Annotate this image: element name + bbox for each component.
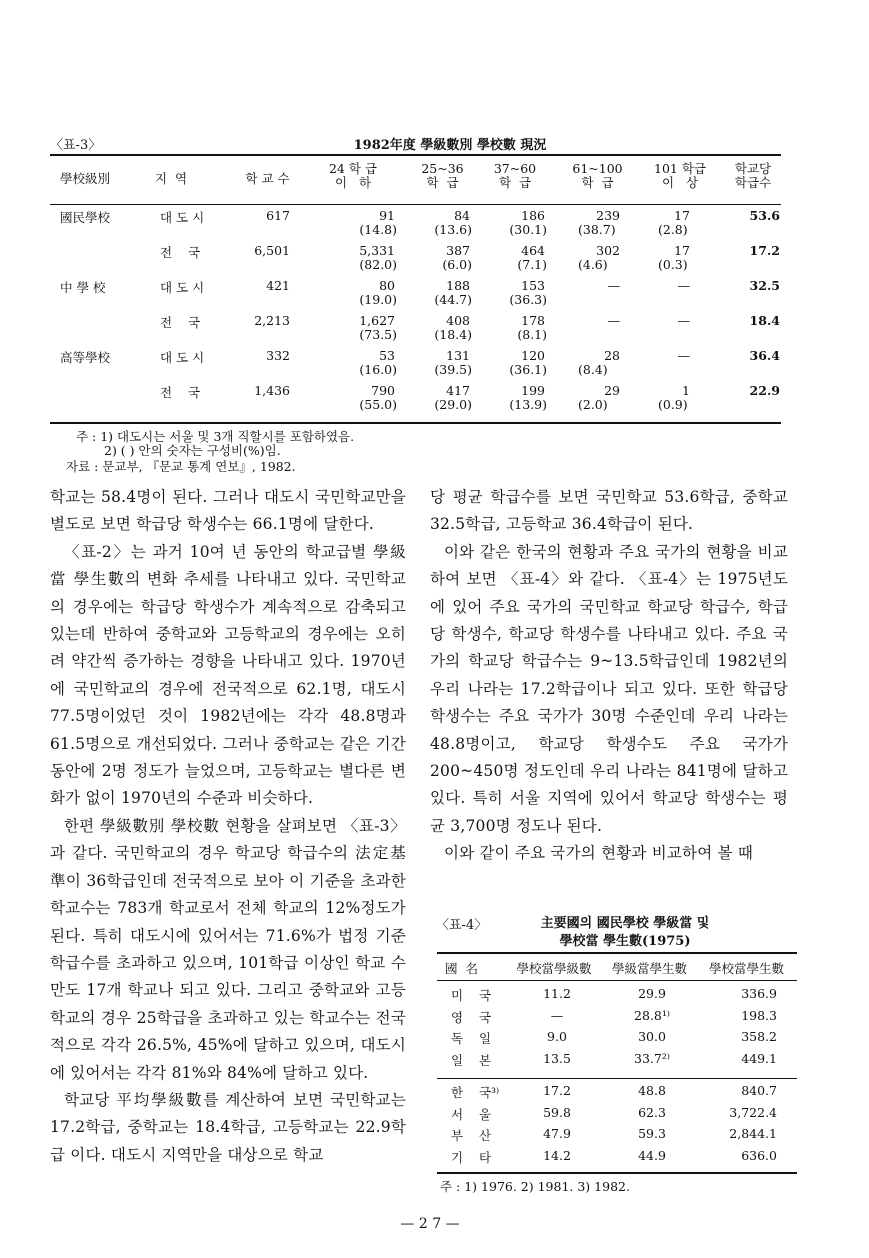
table-4-country: 영 국 xyxy=(451,1009,492,1025)
table-3-count: 28 xyxy=(604,348,620,363)
table-4-country: 미 국 xyxy=(451,988,492,1003)
table-4-students-per-school: 449.1 xyxy=(741,1050,777,1066)
table-3-count: 5,331 xyxy=(359,243,395,258)
table-3-avg-classes: 17.2 xyxy=(749,243,780,258)
table-4-students-per-school: 2,844.1 xyxy=(729,1126,777,1141)
table-3-note-2: 2) ( ) 안의 숫자는 구성비(%)임. xyxy=(104,443,281,458)
table-3-region: 대 도 시 xyxy=(160,280,205,295)
table-4-students-per-class: 33.7²⁾ xyxy=(634,1050,670,1066)
table-4-top-rule xyxy=(437,952,797,954)
table-3-percent: (13.9) xyxy=(509,397,547,412)
table-4-note: 주 : 1) 1976. 2) 1981. 3) 1982. xyxy=(440,1179,630,1194)
table-3-count: 29 xyxy=(604,383,620,398)
table-3-region: 전 국 xyxy=(160,245,201,260)
table-3-region: 전 국 xyxy=(160,385,201,400)
table-3-header-cell: 학교당 학급수 xyxy=(734,161,772,190)
table-3-count: 464 xyxy=(521,243,545,258)
table-3-header-cell: 101 학급 이 상 xyxy=(654,161,706,190)
table-3-school-level: 高等學校 xyxy=(60,350,111,365)
table-3-percent: (36.1) xyxy=(509,362,547,377)
table-3-percent: (0.3) xyxy=(658,257,688,272)
table-3-header-cell: 지 역 xyxy=(155,171,188,186)
table-3-count: 17 xyxy=(674,243,690,258)
table-4-classes-per-school: 14.2 xyxy=(543,1147,571,1163)
table-3-header-cell: 학 교 수 xyxy=(245,171,290,186)
paragraph: 이와 같은 한국의 현황과 주요 국가의 현황을 비교하여 보면 〈표-4〉와 같다. 〈표-4〉는 1975년도에 있어 주요 국가의 국민학교 학교당 학급수, 학급당 학생수, 학교당 학생수를 나타내고 있다. 주요 국가의 학교당 학급수는 9~13.5학급인데 1982년의 우리 나라는 17.2학급이나 되고 있다. 또한 학급당 학생수는 주요 국가가 30명 수준인데 우리 나라는 48.8명이고, 학교당 학생수도 주요 국가가 200~450명 정도인데 우리 나라는 841명에 달하고 있다. 특히 서울 지역에 있어서 학교당 학생수는 평균 3,700명 정도나 된다. xyxy=(430,542,788,835)
table-3-count: 131 xyxy=(446,348,470,363)
table-3-avg-classes: 53.6 xyxy=(749,208,780,223)
table-4-students-per-school: 358.2 xyxy=(741,1029,777,1044)
table-3-percent: (29.0) xyxy=(434,397,472,412)
table-3-count: 91 xyxy=(379,208,395,223)
table-3-school-count: 617 xyxy=(266,208,290,223)
table-3-count: 188 xyxy=(446,278,470,293)
table-4-classes-per-school: — xyxy=(550,1007,564,1023)
table-4-students-per-class: 28.8¹⁾ xyxy=(634,1007,670,1023)
table-4-students-per-class: 29.9 xyxy=(638,986,666,1001)
table-4-header-cell: 學校當學級數 xyxy=(516,961,592,976)
table-3-avg-classes: 36.4 xyxy=(749,348,780,363)
table-3-region: 대 도 시 xyxy=(160,350,205,365)
table-3-count: 408 xyxy=(446,313,470,328)
table-3-count: — xyxy=(607,313,620,328)
table-3-percent: (82.0) xyxy=(359,257,397,272)
table-3-count: 17 xyxy=(674,208,690,223)
table-3-count: — xyxy=(677,278,690,293)
table-4-korea-rows xyxy=(437,1083,797,1173)
table-4-header-cell: 學校當學生數 xyxy=(708,961,784,976)
table-3-percent: (19.0) xyxy=(359,292,397,307)
table-3-percent: (16.0) xyxy=(359,362,397,377)
table-3-percent: (8.4) xyxy=(578,362,608,377)
table-3-percent: (6.0) xyxy=(442,257,472,272)
table-3-avg-classes: 18.4 xyxy=(749,313,780,328)
table-3-header-cell: 學校級別 xyxy=(60,171,111,186)
table-3-percent: (8.1) xyxy=(517,327,547,342)
table-3-percent: (36.3) xyxy=(509,292,547,307)
table-3-count: 186 xyxy=(521,208,545,223)
table-3-header-cell: 24 학 급 이 하 xyxy=(328,161,377,190)
table-3-percent: (44.7) xyxy=(434,292,472,307)
table-4-students-per-class: 44.9 xyxy=(638,1147,666,1163)
table-3-percent: (0.9) xyxy=(658,397,688,412)
table-4-header-rule xyxy=(437,980,797,981)
table-3-count: 417 xyxy=(446,383,470,398)
table-3-percent: (2.8) xyxy=(658,222,688,237)
table-3-top-rule xyxy=(50,154,781,156)
paragraph: 이와 같이 주요 국가의 현황과 비교하여 볼 때 xyxy=(444,844,754,863)
table-4-title-line-1: 主要國의 國民學校 學級當 및 xyxy=(540,916,710,931)
table-4-classes-per-school: 11.2 xyxy=(543,986,571,1001)
table-3-percent: (39.5) xyxy=(434,362,472,377)
table-4-students-per-class: 59.3 xyxy=(638,1126,666,1141)
table-3-percent: (13.6) xyxy=(434,222,472,237)
table-3-count: 178 xyxy=(521,313,545,328)
table-4-header-cell: 學級當學生數 xyxy=(611,961,687,976)
table-4-classes-per-school: 59.8 xyxy=(543,1104,571,1120)
table-4-country: 기 타 xyxy=(451,1149,492,1165)
table-3-header-cell: 61~100 학 급 xyxy=(572,161,623,190)
paragraph: 학교는 58.4명이 된다. 그러나 대도시 국민학교만을 별도로 보면 학급당 학생수는 66.1명에 달한다. xyxy=(50,488,406,534)
table-4-students-per-class: 62.3 xyxy=(638,1104,666,1120)
table-3-count: — xyxy=(677,348,690,363)
table-3-header-cell: 37~60 학 급 xyxy=(493,161,537,190)
table-3-count: 387 xyxy=(446,243,470,258)
table-3-percent: (30.1) xyxy=(509,222,547,237)
table-3-count: 302 xyxy=(596,243,620,258)
table-3-count: 1 xyxy=(682,383,690,398)
table-4-students-per-school: 198.3 xyxy=(741,1007,777,1023)
table-3-school-count: 6,501 xyxy=(254,243,290,258)
table-3-count: 84 xyxy=(454,208,470,223)
table-4-foreign-rows xyxy=(437,986,797,1076)
table-3-count: 790 xyxy=(371,383,395,398)
table-4-students-per-school: 3,722.4 xyxy=(729,1104,777,1120)
table-3-source: 자료 : 문교부, 『문교 통계 연보』, 1982. xyxy=(66,459,296,474)
paragraph: 〈표-2〉는 과거 10여 년 동안의 학교급별 學級當 學生數의 변화 추세를 나타내고 있다. 국민학교의 경우에는 학급당 학생수가 계속적으로 감축되고 있는데 반하여 중학교와 고등학교의 경우에는 오히려 약간씩 증가하는 경향을 나타내고 있다. 1970년에 국민학교의 경우에 전국적으로 62.1명, 대도시 77.5명이었던 것이 1982년에는 각각 48.8명과 61.5명으로 개선되었다. 그러나 중학교는 같은 기간 동안에 2명 정도가 늘었으며, 고등학교는 별다른 변화가 없이 1970년의 수준과 비슷하다. xyxy=(50,542,406,808)
table-3-count: — xyxy=(677,313,690,328)
right-column xyxy=(430,484,788,868)
table-3-region: 전 국 xyxy=(160,315,201,330)
table-3-body xyxy=(50,208,781,418)
table-3-avg-classes: 32.5 xyxy=(749,278,780,293)
table-3-school-count: 2,213 xyxy=(254,313,290,328)
paragraph: 한편 學級數別 學校數 현황을 살펴보면 〈표-3〉과 같다. 국민학교의 경우 학교당 학급수의 法定基準이 36학급인데 전국적으로 보아 이 기준을 초과한 학교수는 783개 학교로서 전체 학교의 12%정도가 된다. 특히 대도시에 있어서는 71.6%가 법정 기준 학급수를 초과하고 있으며, 101학급 이상인 학교 수만도 17개 학교나 되고 있다. 그리고 중학교와 고등학교의 경우 25학급을 초과하고 있는 학교수는 전국적으로 각각 26.5%, 45%에 달하고 있으며, 대도시에 있어서는 각각 81%와 84%에 달하고 있다. xyxy=(50,816,406,1082)
table-3-count: 153 xyxy=(521,278,545,293)
table-3-header-cell: 25~36 학 급 xyxy=(421,161,464,190)
table-3-percent: (38.7) xyxy=(578,222,616,237)
table-3-school-count: 1,436 xyxy=(254,383,290,398)
table-4-mid-rule xyxy=(437,1078,797,1079)
table-3-percent: (18.4) xyxy=(434,327,472,342)
table-4-title-line-2: 學校當 學生數(1975) xyxy=(559,934,691,949)
paragraph: 당 평균 학급수를 보면 국민학교 53.6학급, 중학교 32.5학급, 고등학교 36.4학급이 된다. xyxy=(430,488,788,534)
table-3-percent: (14.8) xyxy=(359,222,397,237)
table-3-count: 239 xyxy=(596,208,620,223)
table-4-students-per-class: 30.0 xyxy=(638,1029,666,1044)
table-4-country: 한 국³⁾ xyxy=(451,1085,500,1100)
table-3-avg-classes: 22.9 xyxy=(749,383,780,398)
table-4-header-row xyxy=(437,957,797,977)
table-3-school-level: 中 學 校 xyxy=(60,280,106,295)
table-4-country: 일 본 xyxy=(451,1052,492,1068)
table-4-country: 부 산 xyxy=(451,1128,492,1143)
table-3-percent: (73.5) xyxy=(359,327,397,342)
table-3-header-rule xyxy=(50,204,781,205)
table-4-classes-per-school: 47.9 xyxy=(543,1126,571,1141)
table-4-bottom-rule xyxy=(437,1172,797,1174)
table-3-school-count: 332 xyxy=(266,348,290,363)
table-3-note-1: 주 : 1) 대도시는 서울 및 3개 직할시를 포함하였음. xyxy=(76,429,355,444)
table-4-students-per-class: 48.8 xyxy=(638,1083,666,1098)
table-4-classes-per-school: 9.0 xyxy=(547,1029,567,1044)
table-3-percent: (7.1) xyxy=(517,257,547,272)
left-column xyxy=(50,484,406,1169)
table-4-students-per-school: 840.7 xyxy=(741,1083,777,1098)
table-4-country: 독 일 xyxy=(451,1031,492,1046)
table-3-region: 대 도 시 xyxy=(160,210,205,225)
table-3-school-count: 421 xyxy=(266,278,290,293)
table-4-students-per-school: 336.9 xyxy=(741,986,777,1001)
paragraph: 학교당 平均學級數를 계산하여 보면 국민학교는 17.2학급, 중학교는 18.4학급, 고등학교는 22.9학급 이다. 대도시 지역만을 대상으로 학교 xyxy=(50,1090,406,1164)
table-3-count: 199 xyxy=(521,383,545,398)
table-3-bottom-rule xyxy=(50,422,781,424)
table-3-count: — xyxy=(607,278,620,293)
table-4-students-per-school: 636.0 xyxy=(741,1147,777,1163)
table-4-label: 〈표-4〉 xyxy=(436,918,488,933)
table-4-classes-per-school: 17.2 xyxy=(543,1083,571,1098)
table-4-classes-per-school: 13.5 xyxy=(543,1050,571,1066)
table-3-count: 1,627 xyxy=(359,313,395,328)
page-number: — 2 7 — xyxy=(400,1216,460,1232)
table-4-header-cell: 國 名 xyxy=(445,961,478,976)
table-3-percent: (2.0) xyxy=(578,397,608,412)
table-3-school-level: 國民學校 xyxy=(60,210,111,225)
table-3-percent: (4.6) xyxy=(578,257,608,272)
table-3-count: 120 xyxy=(521,348,545,363)
table-4-country: 서 울 xyxy=(451,1106,492,1122)
table-3-count: 80 xyxy=(379,278,395,293)
table-3-title: 1982年度 學級數別 學校數 現況 xyxy=(353,138,547,153)
table-3-label: 〈표-3〉 xyxy=(50,138,102,153)
table-3-percent: (55.0) xyxy=(359,397,397,412)
table-3-header-row xyxy=(50,160,781,202)
table-3-count: 53 xyxy=(379,348,395,363)
